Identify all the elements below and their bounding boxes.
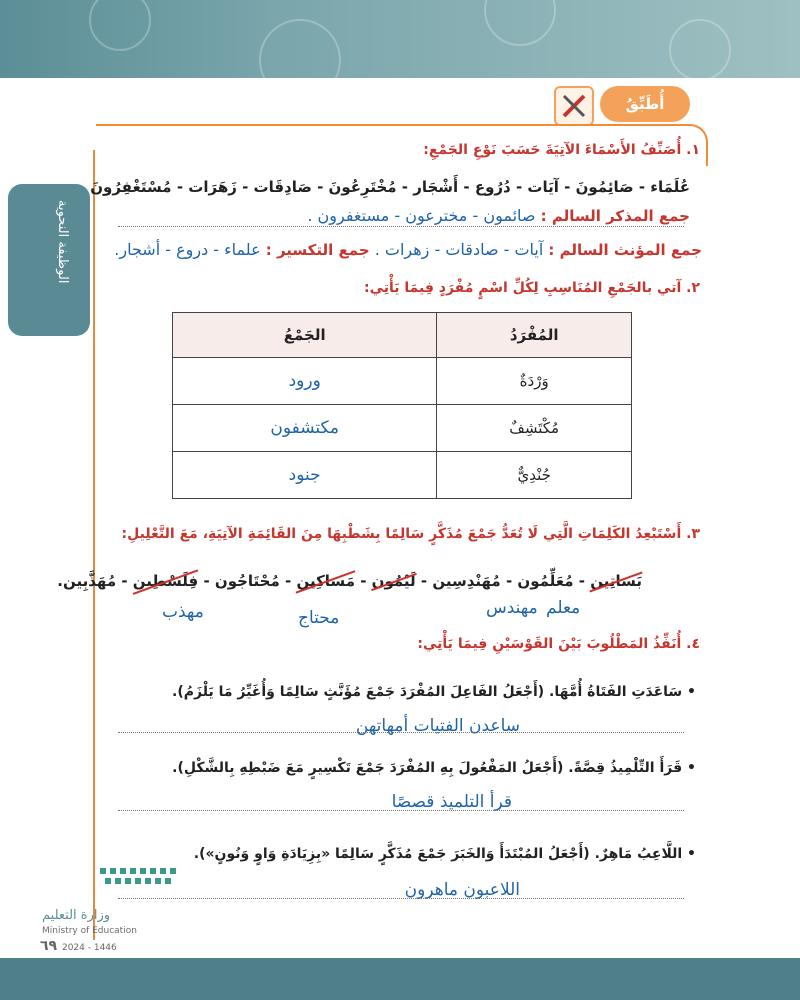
word-struck: مَسَاكِين bbox=[296, 572, 355, 590]
question-3-words: بَسَاتِين - مُعَلِّمُون - مُهَنْدِسِين - لَيْمُون - مَسَاكِين - مُحْتَاجُون - فِلَسْطِين - مُهَذَّبِين. bbox=[57, 572, 642, 590]
word: مُحْتَاجُون bbox=[214, 572, 280, 590]
bullet-dot: • bbox=[682, 846, 696, 862]
broken-answer: علماء - دروع - أشجار. bbox=[114, 240, 261, 259]
answer-line bbox=[118, 810, 684, 811]
header-plural: الجَمْعُ bbox=[173, 313, 437, 358]
bullet-dot: • bbox=[682, 760, 696, 776]
singular-cell: مُكْتَشِفٌ bbox=[437, 405, 632, 452]
page-number-value: ٦٩ bbox=[40, 938, 58, 954]
answer-line bbox=[118, 898, 684, 899]
table-row bbox=[173, 405, 632, 452]
singular-cell: جُنْدِيٌّ bbox=[437, 452, 632, 499]
question-4-title: ٤. أُنَفِّذُ المَطْلُوبَ بَيْنَ القَوْسَيْنِ فِيمَا يَأْتِي: bbox=[417, 636, 700, 652]
question-1-words: عُلَمَاء - صَائِمُونَ - آيَات - دُرُوع - أَشْجَار - مُخْتَرِعُونَ - صَادِقَات - زَهَرَات - مُسْتَغْفِرُونَ bbox=[90, 178, 690, 196]
pattern-decoration bbox=[0, 0, 800, 78]
note-muhtaj: محتاج bbox=[298, 608, 340, 628]
masc-label: جمع المذكر السالم : bbox=[540, 207, 690, 225]
question-3-title: ٣. أَسْتَبْعِدُ الكَلِمَاتِ الَّتِي لَا تُعَدُّ جَمْعَ مُذَكَّرٍ سَالِمًا بِشَطْبِهَا مِنَ القَائِمَةِ الآتِيَةِ، مَعَ التَّعْلِيلِ: bbox=[121, 526, 700, 542]
q4-item-1 bbox=[172, 684, 696, 700]
word-struck: لَيْمُون bbox=[371, 572, 416, 590]
ministry-name-en: Ministry of Education bbox=[42, 926, 137, 936]
plural-cell: مكتشفون bbox=[173, 405, 437, 452]
broken-label: جمع التكسير : bbox=[265, 241, 370, 259]
note-muhandis: مهندس bbox=[486, 598, 538, 618]
q4-item-3 bbox=[194, 846, 696, 862]
ministry-name: وزارة التعليم bbox=[42, 908, 111, 923]
prompt: اللَّاعِبُ مَاهِرٌ. (أَجْعَلُ المُبْتَدَأَ وَالخَبَرَ جَمْعَ مُذَكَّرٍ سَالِمًا «بِزِيَادَةِ وَاوٍ وَنُونٍ»). bbox=[193, 846, 683, 862]
plurals-table bbox=[172, 312, 632, 499]
word: مُهَذَّبِين. bbox=[57, 572, 117, 590]
table-row bbox=[173, 358, 632, 405]
prompt: قَرَأَ التِّلْمِيذُ قِصَّةً. (أَجْعَلُ المَفْعُولَ بِهِ المُفْرَدَ جَمْعَ تَكْسِيرٍ مَعَ ضَبْطِهِ بِالشَّكْلِ). bbox=[172, 760, 683, 776]
masc-row bbox=[307, 206, 690, 225]
answer-2: قرأ التلميذ قصصًا bbox=[391, 792, 512, 812]
table-header-row bbox=[173, 313, 632, 358]
question-2-title: ٢. آتي بالجَمْعِ المُنَاسِبِ لِكُلِّ اسْمٍ مُفْرَدٍ فِيمَا يَأْتِي: bbox=[363, 280, 700, 296]
edition-year: 2024 - 1446 bbox=[61, 943, 117, 953]
pencil-ruler-icon bbox=[554, 86, 594, 126]
plural-cell: ورود bbox=[173, 358, 437, 405]
word: مُهَنْدِسِين bbox=[432, 572, 501, 590]
word: مُعَلِّمُون bbox=[517, 572, 574, 590]
footer-band bbox=[0, 958, 800, 1000]
header-singular: المُفْرَدُ bbox=[437, 313, 632, 358]
fem-label: جمع المؤنث السالم : bbox=[548, 241, 702, 259]
word-struck: فِلَسْطِين bbox=[132, 572, 199, 590]
header-band bbox=[0, 0, 800, 78]
note-muallim: معلم bbox=[546, 598, 581, 618]
singular-cell: وَرْدَةٌ bbox=[437, 358, 632, 405]
ministry-logo bbox=[96, 860, 186, 900]
masc-answer: صائمون - مخترعون - مستغفرون . bbox=[307, 206, 536, 225]
margin-line bbox=[93, 150, 95, 940]
question-1-title: ١. أُصَنِّفُ الأَسْمَاءَ الآتِيَةَ حَسَبَ نَوْعِ الجَمْعِ: bbox=[423, 142, 700, 158]
table-row bbox=[173, 452, 632, 499]
side-tab bbox=[8, 184, 90, 336]
answer-line bbox=[118, 732, 684, 733]
note-muhadhab: مهذب bbox=[162, 602, 204, 622]
prompt: سَاعَدَتِ الفَتَاةُ أُمَّهَا. (أَجْعَلُ الفَاعِلَ المُفْرَدَ جَمْعَ مُؤَنَّثٍ سَالِمًا وَأُغَيِّرُ مَا يَلْزَمُ). bbox=[172, 684, 683, 700]
answer-3: اللاعبون ماهرون bbox=[404, 880, 520, 900]
word-struck: بَسَاتِين bbox=[590, 572, 642, 590]
plural-cell: جنود bbox=[173, 452, 437, 499]
answer-line bbox=[118, 226, 684, 227]
fem-broken-row bbox=[114, 240, 702, 259]
practice-tab: أُطَبِّقُ bbox=[600, 86, 690, 122]
page-number bbox=[40, 938, 117, 954]
q4-item-2 bbox=[172, 760, 696, 776]
bullet-dot: • bbox=[682, 684, 696, 700]
fem-answer: آيات - صادقات - زهرات . bbox=[374, 240, 544, 259]
side-tab-label: الوظيفة النحوية bbox=[55, 200, 70, 284]
answer-1: ساعدن الفتيات أمهاتهن bbox=[355, 716, 520, 736]
